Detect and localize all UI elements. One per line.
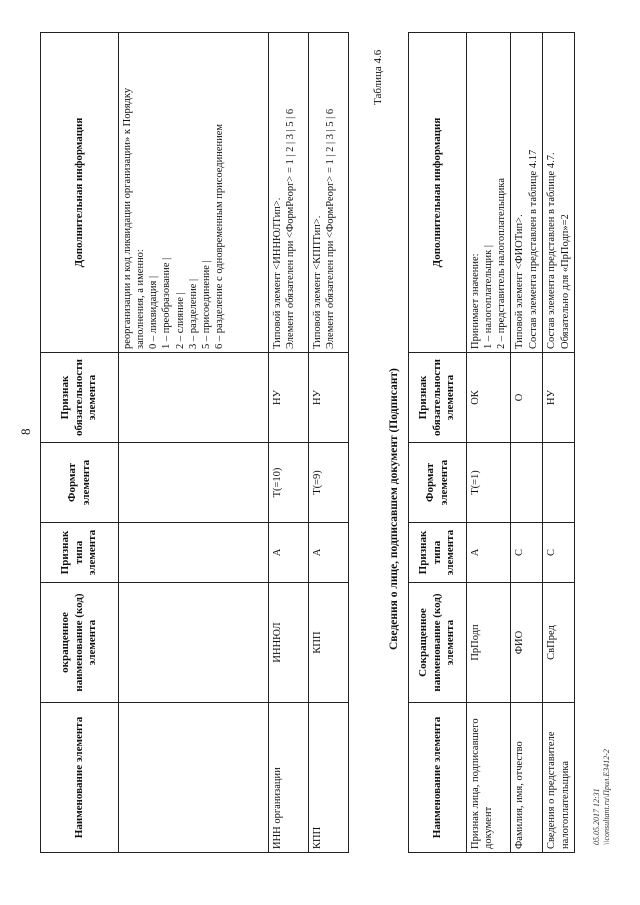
t2-cell: Принимает значение: 1 – налогоплательщик | 2 – представитель налогоплательщика	[467, 33, 511, 353]
t2-cell: А	[467, 523, 511, 583]
t1-cell: Типовой элемент <ИННЮЛТип>. Элемент обязателен при <ФормРеорг> = 1 | 2 | 3 | 5 | 6	[269, 33, 309, 353]
t1-cell	[119, 523, 269, 583]
t1-cell	[119, 583, 269, 703]
t1-cell: КПП	[309, 703, 349, 853]
t1-cell: НУ	[269, 353, 309, 443]
t1-cell: реорганизации и код ликвидации организации» к Порядку заполнения, а именно: 0 – ликвидация | 1 – преобразование | 2 – слияние | 3 – разделение | 5 – присоединение | 6 – разделение с одновременным присоединением	[119, 33, 269, 353]
t2-cell: СвПред	[543, 583, 575, 703]
table-2	[408, 32, 575, 853]
t1-cell	[119, 443, 269, 523]
t1-cell: ИННЮЛ	[269, 583, 309, 703]
table-2-label: Таблица 4.6	[372, 49, 384, 105]
table-1	[40, 32, 349, 853]
t2-cell: О	[511, 353, 543, 443]
t1-cell	[119, 703, 269, 853]
t1-cell: ИНН организации	[269, 703, 309, 853]
t1-cell: КПП	[309, 583, 349, 703]
t1-row	[269, 33, 309, 853]
t2-cell	[511, 443, 543, 523]
t2-row	[511, 33, 543, 853]
t2-cell: ПрПодп	[467, 583, 511, 703]
t1-cell: НУ	[309, 353, 349, 443]
t2-cell: ФИО	[511, 583, 543, 703]
table-2-title: Сведения о лице, подписавшем документ (Подписант)	[388, 368, 400, 650]
t1-header-info: Дополнительная информация	[41, 33, 119, 353]
t2-cell	[543, 443, 575, 523]
t1-cell: Типовой элемент <КППТип>. Элемент обязателен при <ФормРеорг> = 1 | 2 | 3 | 5 | 6	[309, 33, 349, 353]
file-stamp	[592, 749, 611, 845]
t2-header-name: Наименование элемента	[409, 703, 467, 853]
t2-cell: Т(=1)	[467, 443, 511, 523]
t1-row	[119, 33, 269, 853]
t2-row	[543, 33, 575, 853]
t2-cell: НУ	[543, 353, 575, 443]
t1-header-required: Признак обязательности элемента	[41, 353, 119, 443]
file-stamp-line1: 05.05.2017 12:31	[592, 788, 601, 845]
t2-row	[467, 33, 511, 853]
t2-cell: С	[543, 523, 575, 583]
t2-cell: С	[511, 523, 543, 583]
t1-header-code: окращенное наименование (код) элемента	[41, 583, 119, 703]
t2-cell: Признак лица, подписавшего документ	[467, 703, 511, 853]
t1-cell: Т(=10)	[269, 443, 309, 523]
t1-cell: А	[269, 523, 309, 583]
t2-header-format: Формат элемента	[409, 443, 467, 523]
file-stamp-line2: \\consultant.ru\Прил.Е3412-2	[601, 749, 611, 845]
t2-header-type: Признак типа элемента	[409, 523, 467, 583]
t1-row	[309, 33, 349, 853]
t2-cell: Типовой элемент <ФИОТип>. Состав элемента представлен в таблице 4.17	[511, 33, 543, 353]
t1-cell: Т(=9)	[309, 443, 349, 523]
t1-cell	[119, 353, 269, 443]
t2-cell: Фамилия, имя, отчество	[511, 703, 543, 853]
page-number: 8	[18, 428, 33, 435]
t2-header-code: Сокращенное наименование (код) элемента	[409, 583, 467, 703]
t1-header-format: Формат элемента	[41, 443, 119, 523]
t2-header-required: Признак обязательности элемента	[409, 353, 467, 443]
t2-header-info: Дополнительная информация	[409, 33, 467, 353]
t1-cell: А	[309, 523, 349, 583]
t1-header-name: Наименование элемента	[41, 703, 119, 853]
t2-cell: Состав элемента представлен в таблице 4.7. Обязательно для «ПрПодп»=2	[543, 33, 575, 353]
t1-header-type: Признак типа элемента	[41, 523, 119, 583]
t2-cell: ОК	[467, 353, 511, 443]
t2-cell: Сведения о представителе налогоплательщика	[543, 703, 575, 853]
